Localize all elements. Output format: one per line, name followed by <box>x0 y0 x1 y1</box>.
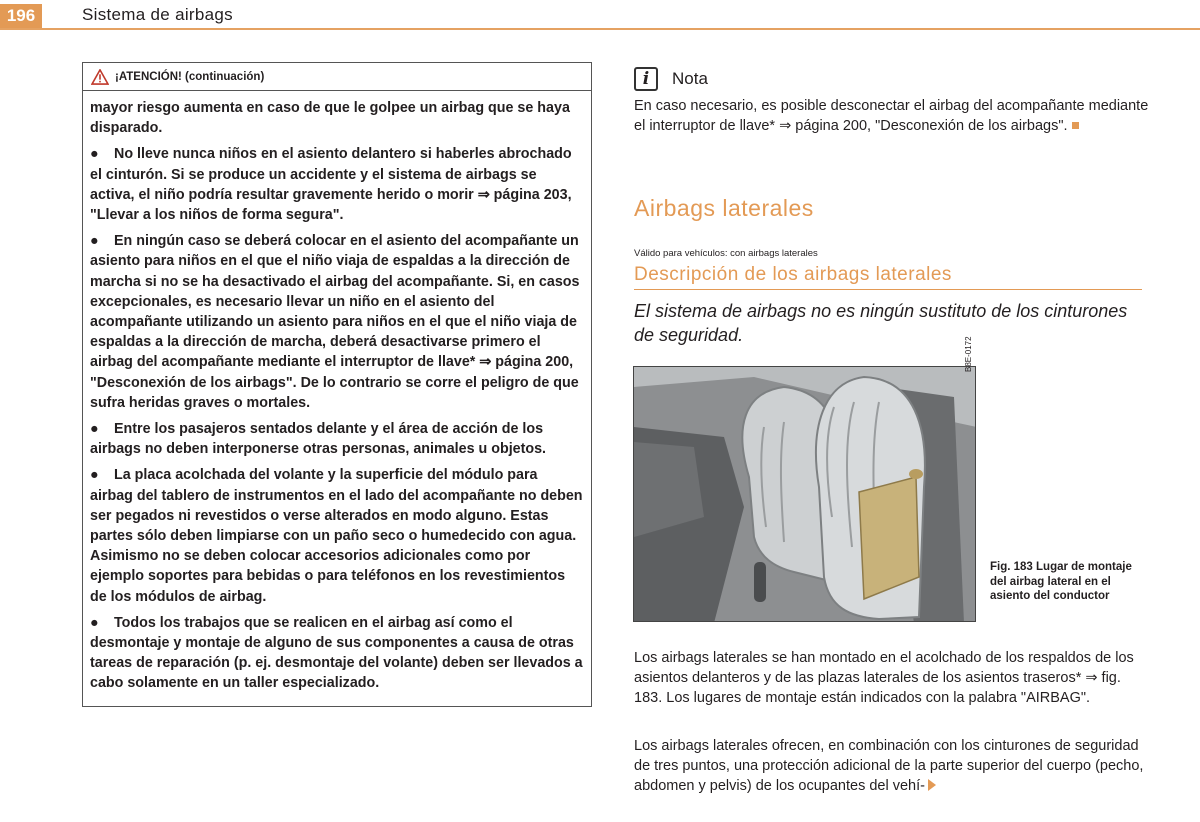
warning-paragraph: mayor riesgo aumenta en caso de que le golpee un airbag que se haya disparado. <box>90 100 570 137</box>
lead-text: El sistema de airbags no es ningún sustituto de los cinturones de seguridad. <box>634 301 1128 345</box>
figure-seat-illustration <box>633 366 976 622</box>
warning-body <box>83 91 591 694</box>
warning-title: ¡ATENCIÓN! (continuación) <box>115 70 265 83</box>
section-title: Airbags laterales <box>634 195 814 221</box>
note-box <box>634 62 1154 136</box>
bullet-icon: ● <box>90 233 99 250</box>
body-paragraph: Los airbags laterales se han montado en el acolchado de los respaldos de los asientos delanteros y de las plazas laterales de los asientos traseros* ⇒ fig. 183. Los lugares de montaje están indicados con la palabra "AIRBAG". <box>634 650 1134 706</box>
warning-bullet: ● Todos los trabajos que se realicen en el airbag así como el desmontaje y montaje de alguno de sus componentes a causa de otras tareas de reparación (p. ej. desmontaje del volante) deben ser llevados a cabo solamente en un taller especializado. <box>90 614 583 692</box>
note-header <box>634 62 1154 96</box>
header-rule <box>0 28 1200 30</box>
continue-arrow-icon <box>928 779 936 791</box>
figure-code: B8E-0172 <box>964 336 973 372</box>
note-text: En caso necesario, es posible desconectar el airbag del acompañante mediante el interruptor de llave* ⇒ página 200, "Desconexión de los airbags". <box>634 98 1149 134</box>
bullet-icon: ● <box>90 614 99 631</box>
end-marker-icon <box>1072 122 1079 129</box>
subsection-title: Descripción de los airbags laterales <box>634 264 952 285</box>
note-title: Nota <box>672 69 708 88</box>
page-number: 196 <box>0 4 42 28</box>
warning-header <box>83 63 591 91</box>
validity-note: Válido para vehículos: con airbags laterales <box>634 248 818 259</box>
warning-bullet: ● Entre los pasajeros sentados delante y el área de acción de los airbags no deben interponerse otras personas, animales u objetos. <box>90 421 547 458</box>
bullet-icon: ● <box>90 467 99 484</box>
warning-bullet: ● En ningún caso se deberá colocar en el asiento del acompañante un asiento para niños en el que el niño viaja de espaldas a la dirección de marcha si no se ha desactivado el airbag del acompañante. Si, en casos excepcionales, es necesario llevar un niño en el asiento del acompañante utilizando un asiento para niños en el que el niño viaja de espaldas a la dirección de marcha, deberá desactivarse primero el airbag del acompañante mediante el interruptor de llave* ⇒ página 200, "Desconexión de los airbags". De lo contrario se corre el peligro de que sufra heridas graves o mortales. <box>90 233 580 411</box>
seat-airbag-illustration <box>634 367 976 622</box>
subsection-rule <box>634 289 1142 290</box>
bullet-icon: ● <box>90 421 99 438</box>
warning-bullet: ● No lleve nunca niños en el asiento delantero si haberles abrochado el cinturón. Si se produce un accidente y el sistema de airbags se activa, el niño podría resultar gravemente herido o morir ⇒ página 203, "Llevar a los niños de forma segura". <box>90 146 572 224</box>
warning-triangle-icon <box>91 69 109 85</box>
page-title: Sistema de airbags <box>82 5 233 24</box>
figure-caption: Fig. 183 Lugar de montaje del airbag lateral en el asiento del conductor <box>990 561 1132 602</box>
warning-box <box>82 62 592 707</box>
warning-bullet: ● La placa acolchada del volante y la superficie del módulo para airbag del tablero de instrumentos en el lado del acompañante no deben ser pegados ni revestidos o verse alterados en modo alguno. Estas partes sólo deben limpiarse con un paño seco o humedecido con agua. Asimismo no se deben colocar accesorios adicionales como por ejemplo soportes para bebidas o para teléfonos en los revestimientos de los módulos de airbag. <box>90 467 583 605</box>
bullet-icon: ● <box>90 146 99 163</box>
body-paragraph: Los airbags laterales ofrecen, en combinación con los cinturones de seguridad de tres puntos, una protección adicional de la parte superior del cuerpo (pecho, abdomen y pelvis) de los ocupantes del vehí- <box>634 738 1144 794</box>
info-icon: i <box>634 67 658 91</box>
